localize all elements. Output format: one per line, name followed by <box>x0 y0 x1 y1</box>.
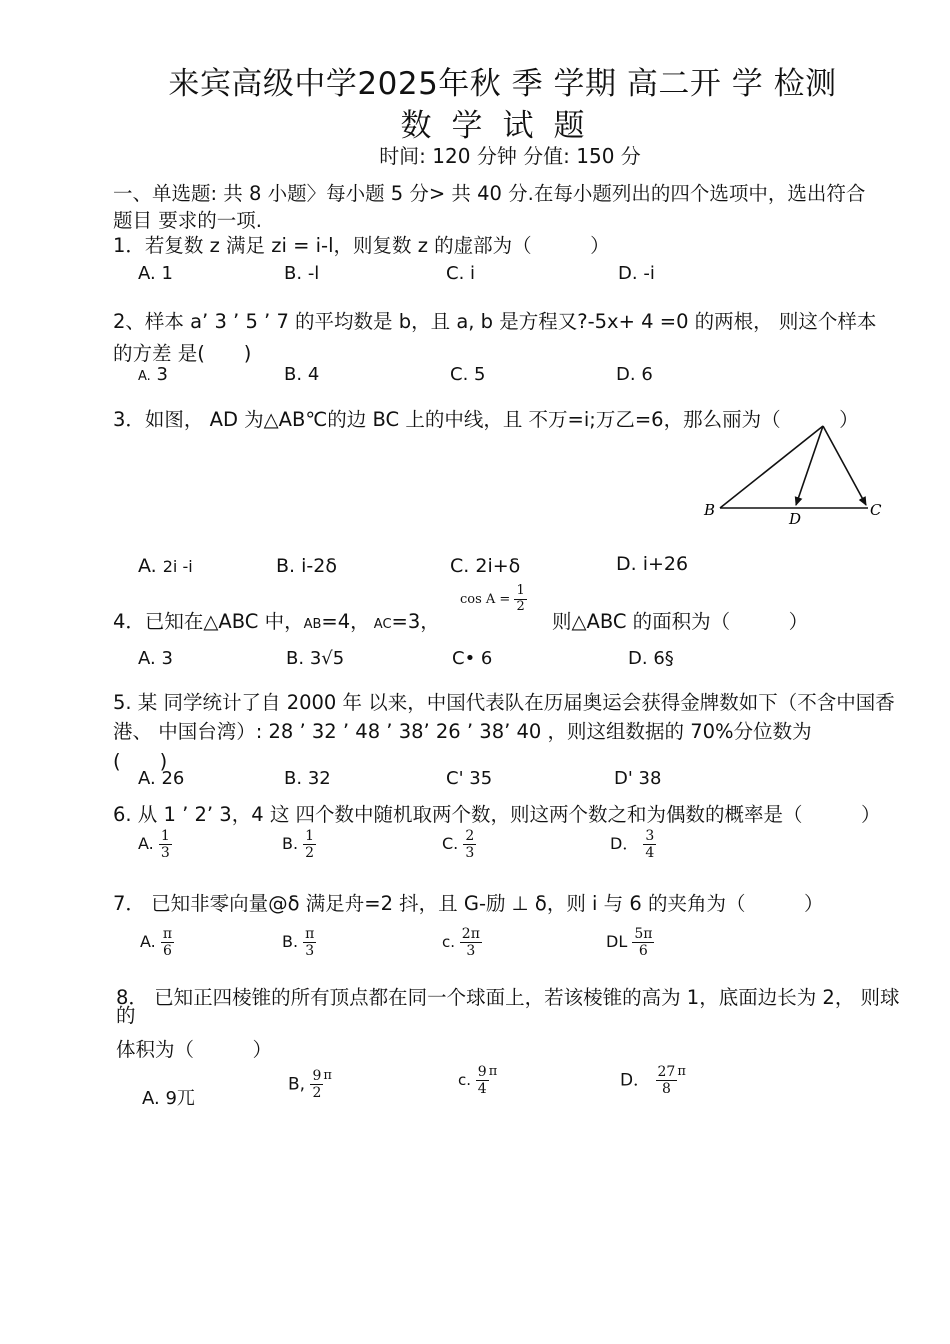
question-5-stem-line2: 港、 中国台湾）: 28 ’ 32 ’ 48 ’ 38’ 26 ’ 38’ 40 ，则这组数据的 70%分位数为 <box>113 720 812 743</box>
vector-ac <box>823 426 866 505</box>
q8-option-d: D． $\frac{27}{8}$ $^\pi$ <box>620 1064 686 1098</box>
page-subtitle: 数学试题 <box>400 108 605 144</box>
section-intro-line2: 题目 要求的一项. <box>113 209 262 232</box>
q7-option-c: c. $\frac{2\pi}{3}$ <box>442 926 480 960</box>
section-intro-line1: 一、单选题: 共 8 小题〉每小题 5 分> 共 40 分.在每小题列出的四个选项中，选出符合 <box>113 182 866 205</box>
q1-option-b: B. -l <box>284 263 320 284</box>
question-5-stem-line3: ( ) <box>113 750 168 773</box>
question-7-stem: 7． 已知非零向量@δ 满足舟=2 抖，且 G-励 ⊥ δ，则 i 与 6 的夹角为（ ） <box>113 892 824 915</box>
q1-option-c: C. i <box>446 263 476 284</box>
q5-option-a: A. 26 <box>138 768 185 789</box>
q8-option-c: c. $\frac{9}{4}$ π <box>458 1064 498 1098</box>
question-4-stem: 4．已知在△ABC 中，AB=4， AC=3， <box>113 610 440 633</box>
q2-option-b: B. 4 <box>284 364 320 385</box>
question-8-stem-line1b: 的 <box>116 1004 136 1027</box>
side-ab <box>720 426 823 508</box>
triangle-figure <box>700 418 890 528</box>
exam-meta: 时间: 120 分钟 分值: 150 分 <box>379 144 641 168</box>
q8-option-a: A. 9兀 <box>142 1088 195 1109</box>
label-b: B <box>704 501 716 519</box>
label-d: D <box>789 510 802 528</box>
q6-option-c: C. $\frac{2}{3}$ <box>442 828 475 862</box>
question-1-stem: 1．若复数 z 满足 zi = i-l，则复数 z 的虚部为（ ） <box>113 234 610 257</box>
q3-option-b: B. i-2δ <box>276 555 337 577</box>
q6-option-a: A. $\frac{1}{3}$ <box>138 828 170 862</box>
q5-option-d: D' 38 <box>614 768 662 789</box>
page-title: 来宾高级中学2025年秋 季 学期 高二开 学 检测 <box>168 66 837 102</box>
question-3-stem: 3．如图， AD 为△AB℃的边 BC 上的中线，且 不万=i;万乙=6，那么丽为（ ） <box>113 408 859 431</box>
label-c: C <box>870 501 882 519</box>
question-8-stem-line2: 体积为（ ） <box>116 1038 273 1061</box>
q6-option-b: B. $\frac{1}{2}$ <box>282 828 315 862</box>
question-2-stem-line1: 2、样本 a’ 3 ’ 5 ’ 7 的平均数是 b，且 a, b 是方程又?-5x+ 4 =0 的两根， 则这个样本 <box>113 310 877 333</box>
q8-option-b: B, $\frac{9}{2}$ $^\pi$ <box>288 1068 332 1102</box>
q7-option-b: B. $\frac{\pi}{3}$ <box>282 926 315 960</box>
q1-option-d: D. -i <box>618 263 655 284</box>
q4-option-c: C• 6 <box>452 648 493 669</box>
question-5-stem-line1: 5. 某 同学统计了自 2000 年 以来，中国代表队在历届奥运会获得金牌数如下（不含中国香 <box>113 691 895 714</box>
q6-option-d: D． $\frac{3}{4}$ <box>610 828 655 862</box>
vector-ad <box>796 426 823 505</box>
q4-option-b: B. 3√5 <box>286 648 345 669</box>
q5-option-c: C' 35 <box>446 768 493 789</box>
q7-option-d: DL $\frac{5\pi}{6}$ <box>606 926 653 960</box>
q7-option-a: A. $\frac{\pi}{6}$ <box>140 926 173 960</box>
q3-option-d: D. i+26 <box>616 553 689 575</box>
question-6-stem: 6. 从 1 ’ 2’ 3，4 这 四个数中随机取两个数，则这两个数之和为偶数的概率是（ ） <box>113 803 881 826</box>
question-8-stem-line1: 8． 已知正四棱锥的所有顶点都在同一个球面上，若该棱锥的高为 1，底面边长为 2， 则球 <box>116 986 900 1009</box>
q2-option-d: D. 6 <box>616 364 653 385</box>
q4-cos-condition: cos A = $\frac{1}{2}$ <box>460 583 525 614</box>
q3-option-c: C. 2i+δ <box>450 555 521 577</box>
q2-option-c: C. 5 <box>450 364 486 385</box>
q5-option-b: B. 32 <box>284 768 331 789</box>
q4-option-a: A. 3 <box>138 648 173 669</box>
q1-option-a: A. 1 <box>138 263 173 284</box>
q3-option-a: A. 2i -i <box>138 555 193 577</box>
question-2-stem-line2: 的方差 是( ) <box>113 342 252 365</box>
q2-option-a: A. 3 <box>138 364 168 385</box>
q4-option-d: D. 6§ <box>628 648 674 669</box>
question-4-stem-end: 则△ABC 的面积为（ ） <box>552 610 809 633</box>
